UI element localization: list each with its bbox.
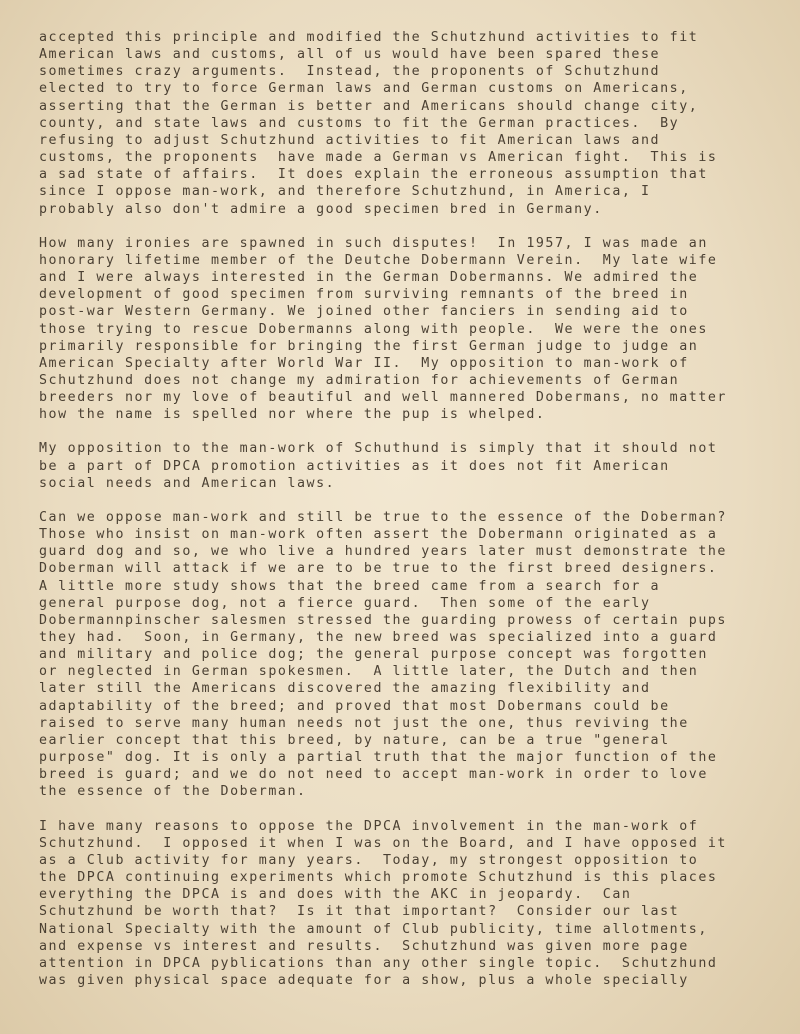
text-line: sometimes crazy arguments. Instead, the proponents of Schutzhund [39,64,661,80]
text-line: and I were always interested in the German Dobermanns. We admired the [39,270,699,286]
text-line: Schutzhund be worth that? Is it that important? Consider our last [39,904,680,920]
text-line: raised to serve many human needs not just the one, thus reviving the [39,715,689,731]
paragraph [39,440,779,491]
text-line: social needs and American laws. [39,475,336,491]
text-line: breed is guard; and we do not need to accept man-work in order to love [39,767,708,783]
text-line: county, and state laws and customs to fit the German practices. By [39,115,680,131]
text-line: accepted this principle and modified the Schutzhund activities to fit [39,30,699,45]
text-line: they had. Soon, in Germany, the new breed was specialized into a guard [39,630,718,645]
text-line: refusing to adjust Schutzhund activities to fit American laws and [39,132,661,148]
text-line: elected to try to force German laws and German customs on Americans, [39,81,689,97]
text-line: those trying to rescue Dobermanns along with people. We were the ones [39,321,708,337]
text-line: breeders nor my love of beautiful and well mannered Dobermans, no matter [39,390,727,406]
text-line: I have many reasons to oppose the DPCA involvement in the man-work of [39,818,699,834]
text-line: How many ironies are spawned in such disputes! In 1957, I was made an [39,235,708,251]
text-line: probably also don't admire a good specimen bred in Germany. [39,201,603,217]
text-line: as a Club activity for many years. Today, my strongest opposition to [39,852,699,868]
text-line: Dobermannpinscher salesmen stressed the guarding prowess of certain pups [39,612,727,628]
paragraph [39,29,779,218]
text-line: primarily responsible for bringing the first German judge to judge an [39,338,699,354]
text-line: attention in DPCA pyblications than any other single topic. Schutzhund [39,955,718,971]
letter-body [39,29,779,1006]
text-line: adaptability of the breed; and proved that most Dobermans could be [39,698,670,714]
text-line: honorary lifetime member of the Deutche Dobermann Verein. My late wife [39,252,718,268]
text-line: be a part of DPCA promotion activities as it does not fit American [39,458,670,474]
text-line: earlier concept that this breed, by nature, can be a true "general [39,732,670,748]
text-line: purpose" dog. It is only a partial truth that the major function of the [39,750,718,766]
text-line: everything the DPCA is and does with the AKC in jeopardy. Can [39,887,632,903]
text-line: American laws and customs, all of us would have been spared these [39,47,661,63]
text-line: later still the Americans discovered the amazing flexibility and [39,681,651,697]
text-line: was given physical space adequate for a show, plus a whole specially [39,972,689,988]
text-line: A little more study shows that the breed came from a search for a [39,578,661,594]
text-line: or neglected in German spokesmen. A little later, the Dutch and then [39,664,699,680]
text-line: and military and police dog; the general purpose concept was forgotten [39,647,708,663]
paragraph [39,818,779,990]
text-line: the essence of the Doberman. [39,784,307,800]
text-line: development of good specimen from surviving remnants of the breed in [39,287,689,303]
text-line: guard dog and so, we who live a hundred years later must demonstrate the [39,544,727,560]
text-line: Those who insist on man-work often assert the Dobermann originated as a [39,527,718,543]
paragraph [39,235,779,424]
text-line: American Specialty after World War II. My opposition to man-work of [39,355,689,371]
text-line: general purpose dog, not a fierce guard. Then some of the early [39,595,651,611]
text-line: customs, the proponents have made a German vs American fight. This is [39,150,718,166]
text-line: My opposition to the man-work of Schuthund is simply that it should not [39,441,718,457]
text-line: National Specialty with the amount of Club publicity, time allotments, [39,921,708,937]
text-line: a sad state of affairs. It does explain the erroneous assumption that [39,167,708,183]
paragraph [39,509,779,801]
text-line: Schutzhund. I opposed it when I was on the Board, and I have opposed it [39,835,727,851]
text-line: post-war Western Germany. We joined other fanciers in sending aid to [39,304,689,320]
text-line: the DPCA continuing experiments which promote Schutzhund is this places [39,870,718,886]
text-line: how the name is spelled nor where the pup is whelped. [39,407,546,423]
text-line: asserting that the German is better and Americans should change city, [39,98,699,114]
text-line: Schutzhund does not change my admiration for achievements of German [39,372,680,388]
text-line: since I oppose man-work, and therefore Schutzhund, in America, I [39,184,651,200]
text-line: Can we oppose man-work and still be true to the essence of the Doberman? [39,509,727,525]
text-line: Doberman will attack if we are to be true to the first breed designers. [39,561,718,577]
text-line: and expense vs interest and results. Schutzhund was given more page [39,938,689,954]
